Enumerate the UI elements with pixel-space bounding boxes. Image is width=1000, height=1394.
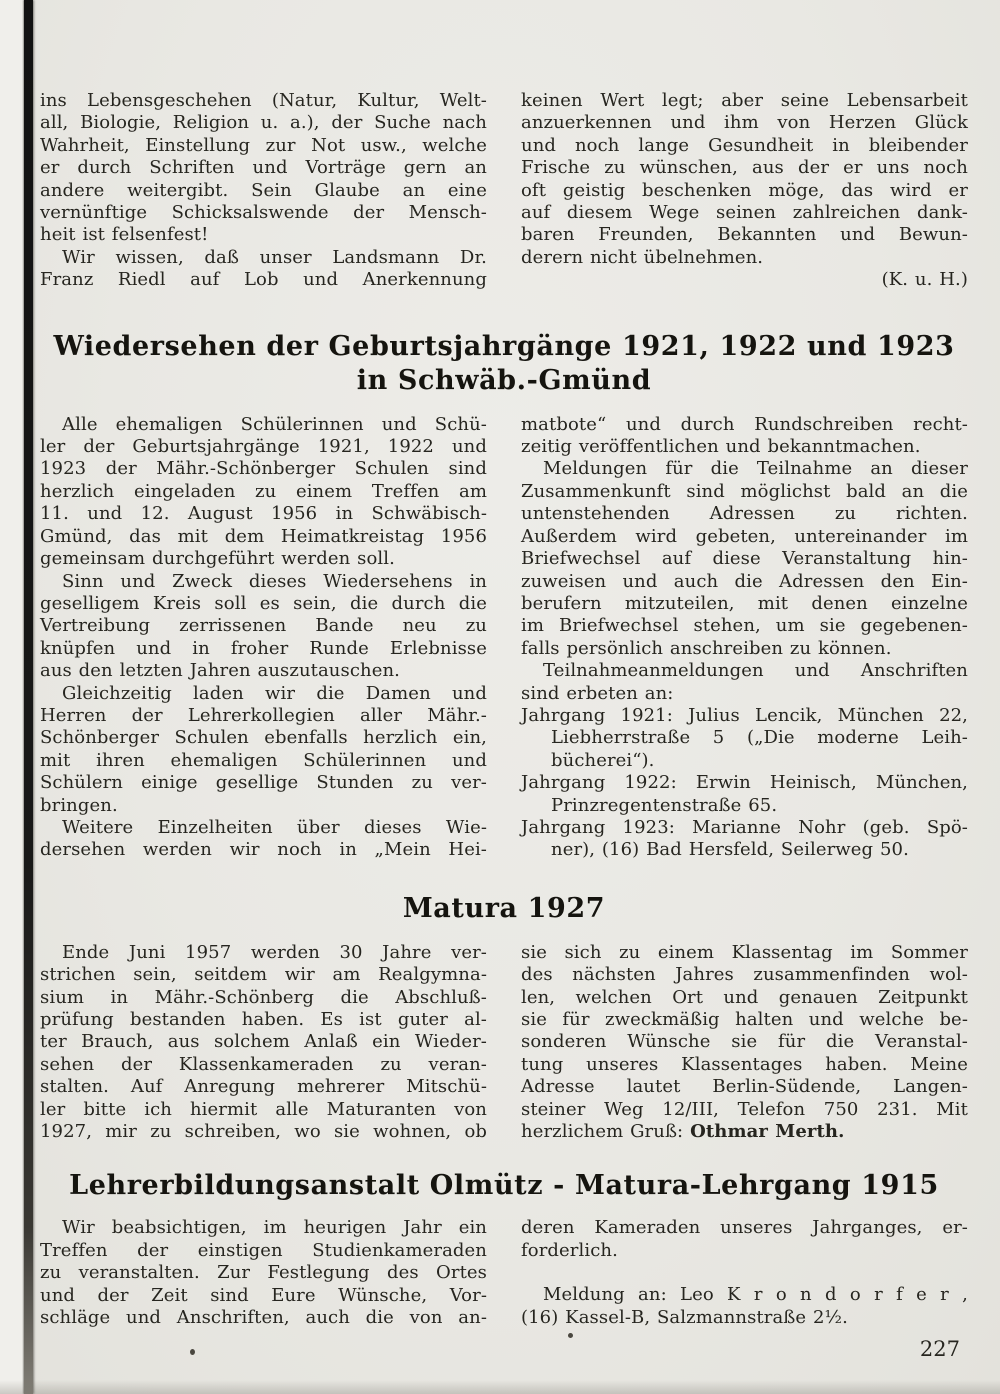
text-line: zuweisen und auch die Adressen den Ein- (521, 570, 968, 592)
text-line: Alle ehemaligen Schülerinnen und Schü- (62, 413, 487, 435)
article-2-left-column (40, 942, 487, 1144)
text-line: sehen der Klassenkameraden zu veran- (40, 1053, 487, 1075)
text-line: er durch Schriften und Vorträge gern an (40, 157, 487, 179)
article-1-body (40, 414, 968, 862)
text-line: Briefwechsel auf diese Veranstaltung hin- (521, 548, 968, 570)
text-line: bringen. (40, 794, 118, 816)
text-line: 11. und 12. August 1956 in Schwäbisch- (40, 503, 487, 525)
text-line: Weitere Einzelheiten über dieses Wie- (62, 816, 487, 838)
book-spine-shadow (24, 0, 33, 1394)
text-line: Wir beabsichtigen, im heurigen Jahr ein (62, 1217, 487, 1239)
page-outer-edge (0, 0, 24, 1394)
text-line: herzlichem Gruß: Othmar Merth. (521, 1121, 845, 1143)
article-2-body (40, 942, 968, 1144)
text-line: Jahrgang 1922: Erwin Heinisch, München, (521, 772, 968, 794)
text-line: Vertreibung zerrissenen Bande neu zu (40, 615, 487, 637)
ink-speck (568, 1333, 573, 1338)
text-line: anzuerkennen und ihm von Herzen Glück (521, 112, 968, 134)
bold-signature-name: Othmar Merth. (690, 1121, 845, 1143)
article-3-title: Lehrerbildungsanstalt Olmütz - Matura-Lehrgang 1915 (69, 1170, 939, 1202)
text-line: Liebherrstraße 5 („Die moderne Leih- (551, 727, 968, 749)
text-line: baren Freunden, Bekannten und Bewun- (521, 224, 968, 246)
text-line: heit ist felsenfest! (40, 224, 209, 246)
text-line: bücherei“). (551, 749, 655, 771)
text-line: mit ihren ehemaligen Schülerinnen und (40, 749, 487, 771)
text-line: schläge und Anschriften, auch die von an- (40, 1307, 487, 1329)
text-line: Meldung an: Leo K r o n d o r f e r , (543, 1284, 968, 1306)
text-line: prüfung bestanden haben. Es ist guter al- (40, 1009, 487, 1030)
article-1-header (40, 330, 968, 398)
ink-speck (190, 1349, 195, 1355)
article-1-left-column (40, 414, 487, 862)
text-line: Wir wissen, daß unser Landsmann Dr. (62, 246, 487, 268)
text-line: 1927, mir zu schreiben, wo sie wohnen, ob (40, 1121, 487, 1143)
text-line: falls persönlich anschreiben zu können. (521, 637, 892, 659)
text-line: Jahrgang 1921: Julius Lencik, München 22, (521, 704, 968, 726)
text-line: Jahrgang 1923: Marianne Nohr (geb. Spö- (521, 816, 968, 838)
article-3-header (40, 1169, 968, 1203)
article-2-right-column (521, 942, 968, 1144)
text-line: forderlich. (521, 1239, 618, 1261)
text-line: stalten. Auf Anregung mehrerer Mitschü- (40, 1076, 487, 1098)
text-line: aus den letzten Jahren auszutauschen. (40, 660, 400, 682)
text-line: des nächsten Jahres zusammenfinden wol- (521, 964, 968, 986)
article-1-right-column (521, 414, 968, 862)
text-line: ter Brauch, aus solchem Anlaß ein Wieder- (40, 1031, 487, 1053)
text-line: ler der Geburtsjahrgänge 1921, 1922 und (40, 436, 487, 458)
page-number: 227 (919, 1337, 960, 1362)
text-line: Franz Riedl auf Lob und Anerkennung (40, 269, 487, 291)
text-line: vernünftige Schicksalswende der Mensch- (40, 202, 487, 224)
text-line: berufern mitzuteilen, mit denen einzelne (521, 592, 968, 614)
text-line: matbote“ und durch Rundschreiben recht- (521, 413, 968, 435)
text-line: (16) Kassel-B, Salzmannstraße 2½. (521, 1306, 848, 1328)
text-line: Gmünd, das mit dem Heimatkreistag 1956 (40, 525, 487, 547)
text-line: und noch lange Gesundheit in bleibender (521, 134, 968, 156)
text-line: (K. u. H.) (881, 269, 968, 291)
text-line: Adresse lautet Berlin-Südende, Langen- (521, 1076, 968, 1098)
article-2-header (40, 892, 968, 926)
intro-right-column (521, 90, 968, 292)
text-line: Herren der Lehrerkollegien aller Mähr.- (40, 704, 487, 726)
text-line: Treffen der einstigen Studienkameraden (40, 1239, 487, 1261)
text-line: deren Kameraden unseres Jahrganges, er- (521, 1217, 968, 1239)
text-line: ins Lebensgeschehen (Natur, Kultur, Welt- (40, 90, 487, 111)
text-line: sind erbeten an: (521, 682, 674, 704)
text-line: andere weitergibt. Sein Glaube an eine (40, 179, 487, 201)
text-line: Schönberger Schulen ebenfalls herzlich ein, (40, 727, 487, 749)
text-line: sie sich zu einem Klassentag im Sommer (521, 941, 968, 963)
text-line: Schülern einige gesellige Stunden zu ver- (40, 772, 487, 794)
text-line: im Briefwechsel stehen, um sie gegebenen- (521, 615, 968, 637)
text-line: tung unseres Klassentages haben. Meine (521, 1053, 968, 1075)
text-line: sonderen Wünsche sie für die Veranstal- (521, 1031, 968, 1053)
text-line: dersehen werden wir noch in „Mein Hei- (40, 839, 487, 861)
text-line: sium in Mähr.-Schönberg die Abschluß- (40, 986, 487, 1008)
article-1-subtitle: in Schwäb.-Gmünd (356, 364, 652, 396)
text-line: Meldungen für die Teilnahme an dieser (543, 458, 968, 480)
text-line: Teilnahmeanmeldungen und Anschriften (543, 660, 968, 682)
intro-continuation-section (40, 90, 968, 292)
article-2-title: Matura 1927 (402, 892, 606, 924)
text-line: untenstehenden Adressen zu richten. (521, 503, 968, 525)
text-line: 1923 der Mähr.-Schönberger Schulen sind (40, 458, 487, 480)
scan-edge-shadow (0, 1380, 1000, 1394)
text-line: keinen Wert legt; aber seine Lebensarbeit (521, 90, 968, 111)
text-line: zeitig veröffentlichen und bekanntmachen. (521, 436, 921, 458)
text-line: zu veranstalten. Zur Festlegung des Ortes (40, 1262, 487, 1284)
text-line: Sinn und Zweck dieses Wiedersehens in (62, 570, 487, 592)
article-3-body (40, 1217, 968, 1329)
intro-left-column (40, 90, 487, 292)
text-line: strichen sein, seitdem wir am Realgymna- (40, 964, 487, 986)
text-line: und der Zeit sind Eure Wünsche, Vor- (40, 1284, 487, 1306)
text-line: all, Biologie, Religion u. a.), der Suche nach (40, 112, 487, 134)
text-line: knüpfen und in froher Runde Erlebnisse (40, 637, 487, 659)
text-line: herzlich eingeladen zu einem Treffen am (40, 480, 487, 502)
text-line: Gleichzeitig laden wir die Damen und (62, 682, 487, 704)
text-line: sie für zweckmäßig halten und welche be- (521, 1009, 968, 1030)
text-line: Prinzregentenstraße 65. (551, 794, 778, 816)
article-3-right-column (521, 1217, 968, 1329)
text-line: gemeinsam durchgeführt werden soll. (40, 548, 395, 570)
text-line: geselligem Kreis soll es sein, die durch die (40, 592, 487, 614)
text-line: Wahrheit, Einstellung zur Not usw., welche (40, 134, 487, 156)
text-line: ner), (16) Bad Hersfeld, Seilerweg 50. (551, 839, 909, 861)
article-3-left-column (40, 1217, 487, 1329)
text-line: Ende Juni 1957 werden 30 Jahre ver- (62, 941, 487, 963)
text-line: steiner Weg 12/III, Telefon 750 231. Mit (521, 1098, 968, 1120)
text-line: auf diesem Wege seinen zahlreichen dank- (521, 202, 968, 224)
article-1-title: Wiedersehen der Geburtsjahrgänge 1921, 1922 und 1923 (53, 330, 955, 362)
text-line: Frische zu wünschen, aus der er uns noch (521, 157, 968, 179)
text-line: Zusammenkunft sind möglichst bald an die (521, 480, 968, 502)
text-line: derern nicht übelnehmen. (521, 246, 764, 268)
text-line: ler bitte ich hiermit alle Maturanten von (40, 1098, 487, 1120)
text-line: len, welchen Ort und genauen Zeitpunkt (521, 986, 968, 1008)
text-line: Außerdem wird gebeten, untereinander im (521, 525, 968, 547)
text-line: oft geistig beschenken möge, das wird er (521, 179, 968, 201)
